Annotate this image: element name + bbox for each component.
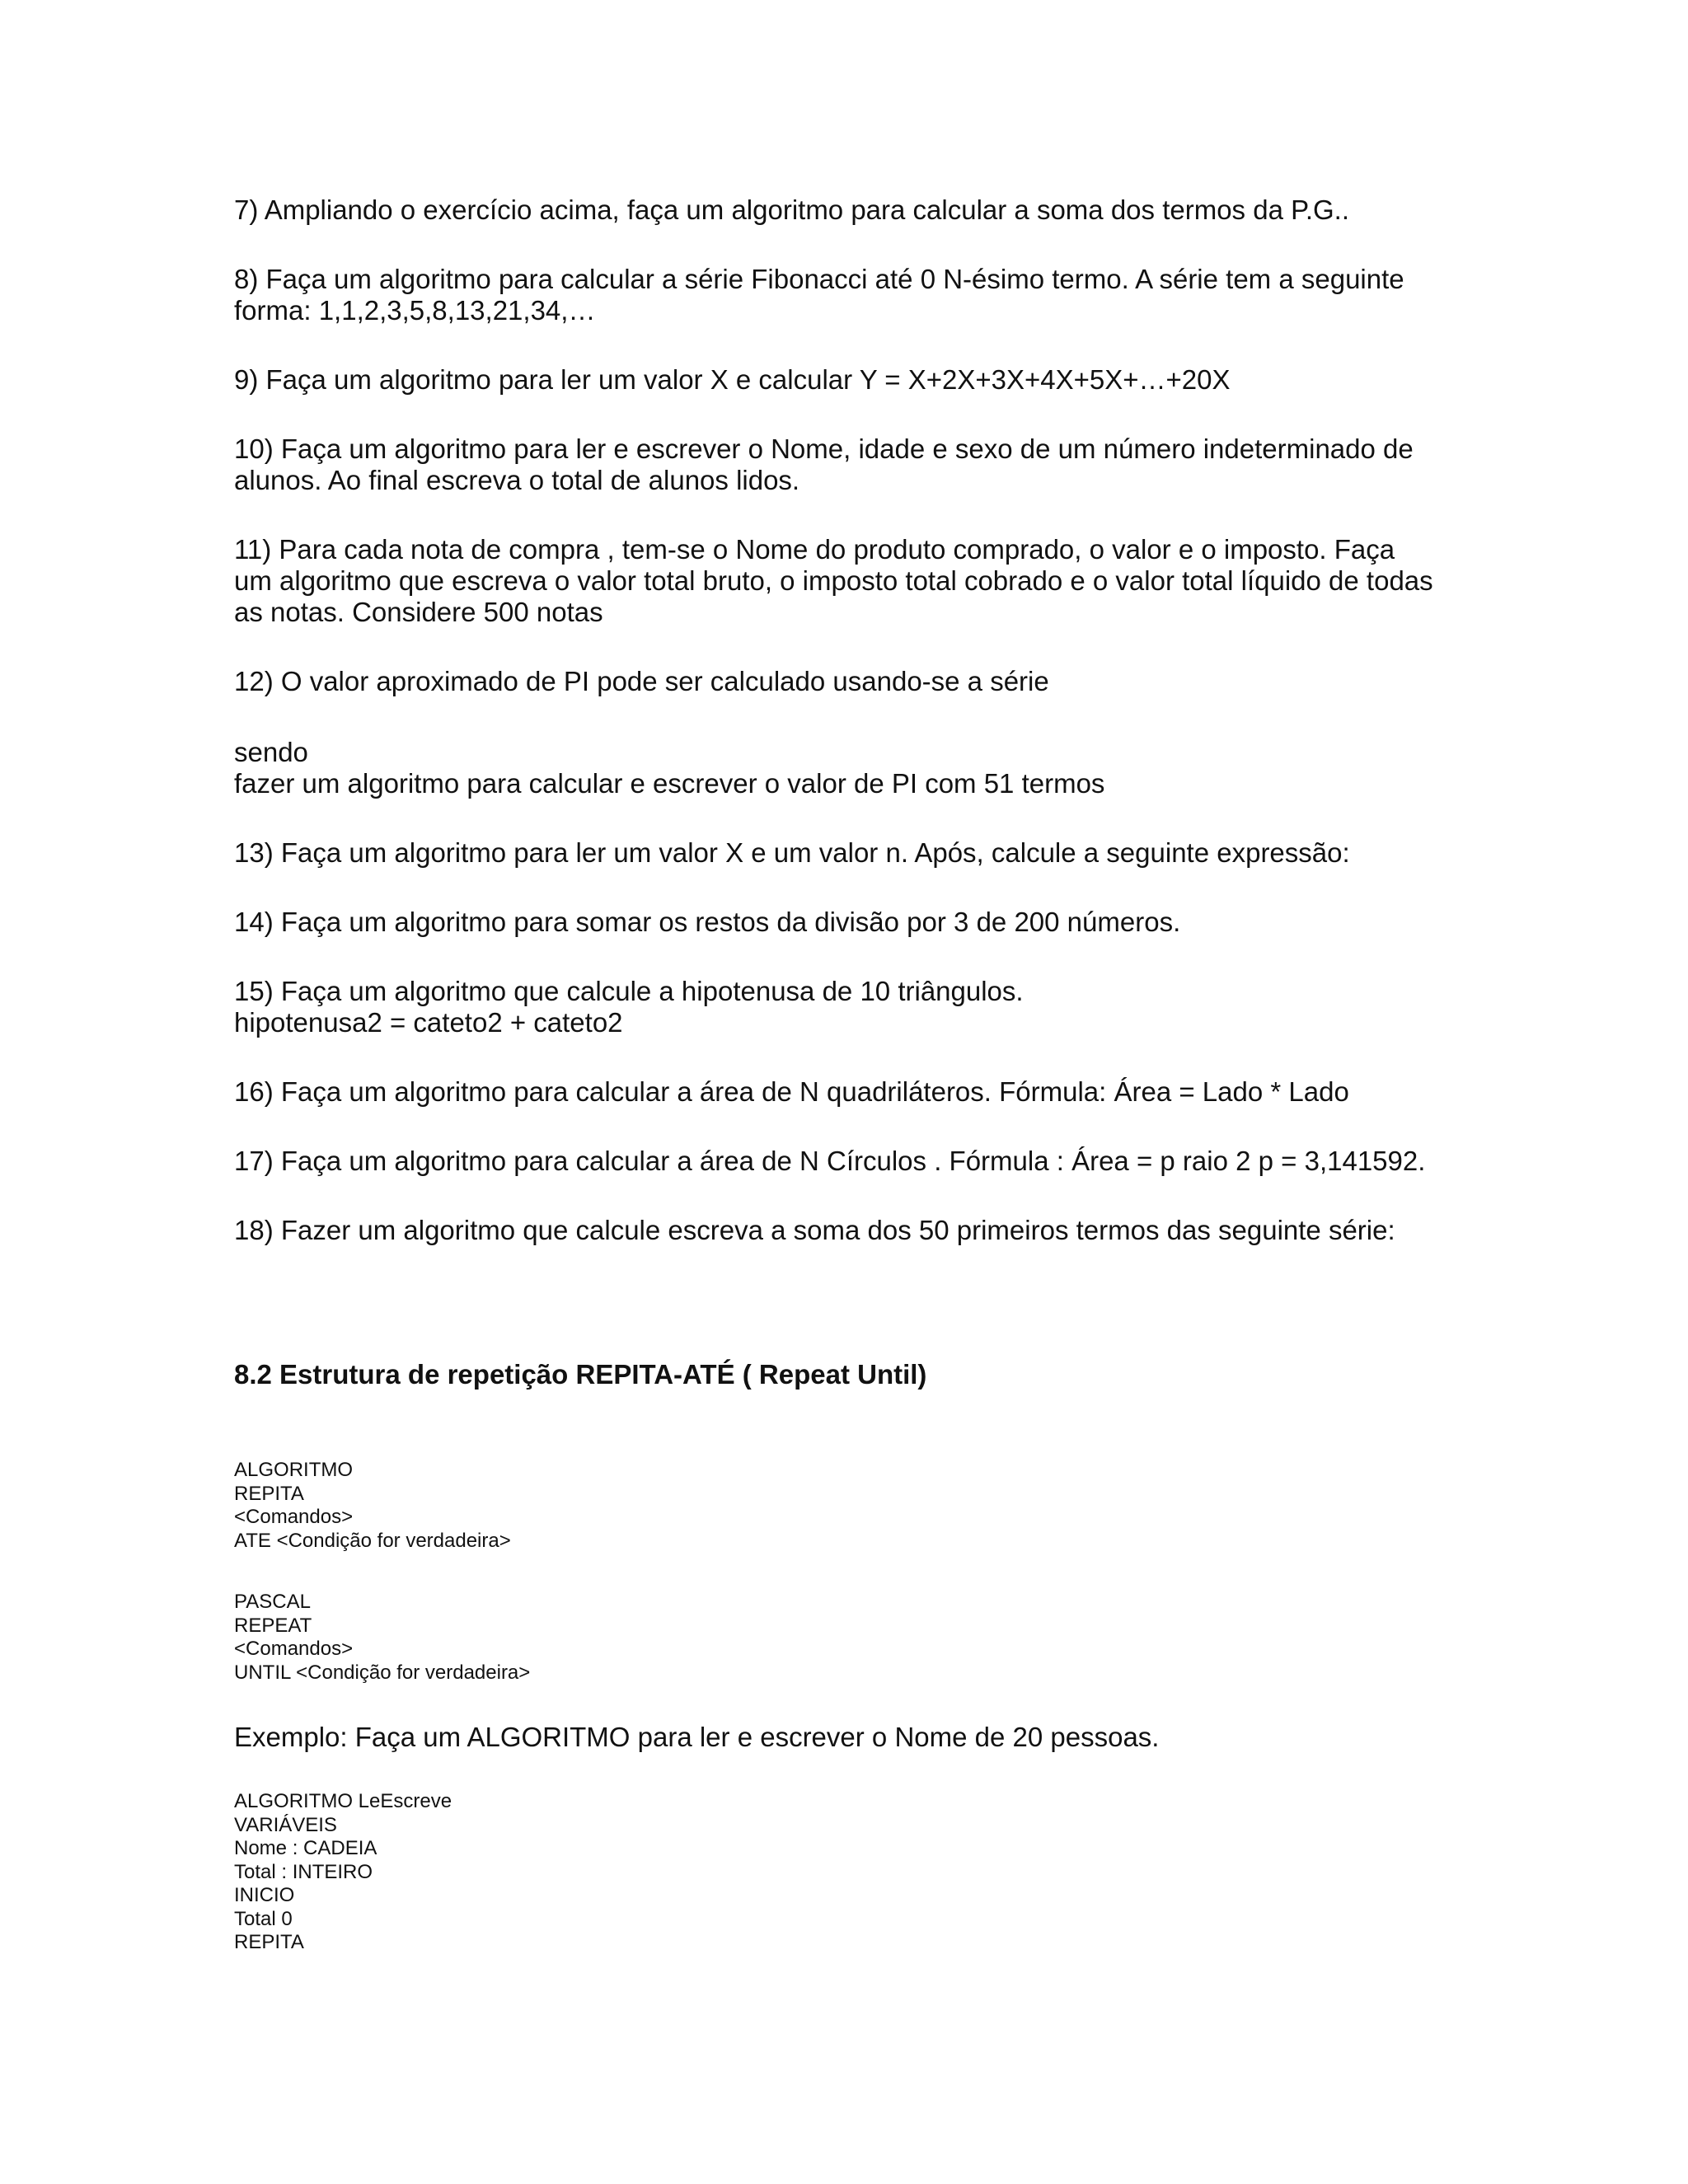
exercise-10: 10) Faça um algoritmo para ler e escrever o Nome, idade e sexo de um número indeterminado de alunos. Ao final escreva o total de alunos lidos. xyxy=(234,434,1414,495)
exercise-9: 9) Faça um algoritmo para ler um valor X e calcular Y = X+2X+3X+4X+5X+…+20X xyxy=(234,364,1231,395)
pascal-syntax-block xyxy=(234,1591,1470,1685)
code-line: <Comandos> xyxy=(234,1506,354,1528)
code-line: Total : INTEIRO xyxy=(234,1860,373,1883)
code-line: Total 0 xyxy=(234,1907,293,1930)
code-line: REPEAT xyxy=(234,1614,312,1637)
code-line: ALGORITMO xyxy=(234,1459,354,1481)
exercise-16: 16) Faça um algoritmo para calcular a área de N quadriláteros. Fórmula: Área = Lado * Lado xyxy=(234,1076,1349,1107)
exercise-8: 8) Faça um algoritmo para calcular a série Fibonacci até 0 N-ésimo termo. A série tem a seguinte forma: 1,1,2,3,5,8,13,21,34,… xyxy=(234,264,1404,326)
exercise-12: 12) O valor aproximado de PI pode ser calculado usando-se a série xyxy=(234,666,1049,696)
exercise-11: 11) Para cada nota de compra , tem-se o Nome do produto comprado, o valor e o imposto. Faça um algoritmo que escreva o valor total bruto, o imposto total cobrado e o valor total líquido de todas as notas. Considere 500 notas xyxy=(234,534,1433,627)
exercise-7: 7) Ampliando o exercício acima, faça um algoritmo para calcular a soma dos termos da P.G.. xyxy=(234,194,1350,225)
exercise-13: 13) Faça um algoritmo para ler um valor X e um valor n. Após, calcule a seguinte expressão: xyxy=(234,837,1350,868)
algoritmo-syntax-block xyxy=(234,1459,1470,1553)
code-line: REPITA xyxy=(234,1931,304,1953)
code-line: UNTIL <Condição for verdadeira> xyxy=(234,1661,531,1684)
example-statement: Exemplo: Faça um ALGORITMO para ler e escrever o Nome de 20 pessoas. xyxy=(234,1722,1160,1752)
code-line: VARIÁVEIS xyxy=(234,1813,337,1836)
code-line: Nome : CADEIA xyxy=(234,1837,377,1859)
code-line: PASCAL xyxy=(234,1591,311,1613)
section-heading: 8.2 Estrutura de repetição REPITA-ATÉ ( Repeat Until) xyxy=(234,1359,927,1390)
document-page xyxy=(234,194,1470,1955)
code-line: <Comandos> xyxy=(234,1638,354,1660)
exercise-15: 15) Faça um algoritmo que calcule a hipotenusa de 10 triângulos. hipotenusa2 = cateto2 + cateto2 xyxy=(234,976,1024,1038)
code-line: REPITA xyxy=(234,1482,304,1505)
exercise-18: 18) Fazer um algoritmo que calcule escreva a soma dos 50 primeiros termos das seguinte série: xyxy=(234,1215,1395,1245)
code-line: INICIO xyxy=(234,1884,295,1906)
exercise-12-continuation: sendo fazer um algoritmo para calcular e escrever o valor de PI com 51 termos xyxy=(234,737,1105,799)
exercise-17: 17) Faça um algoritmo para calcular a área de N Círculos . Fórmula : Área = p raio 2 p = 3,141592. xyxy=(234,1146,1426,1176)
code-line: ATE <Condição for verdadeira> xyxy=(234,1529,511,1552)
code-line: ALGORITMO LeEscreve xyxy=(234,1790,452,1812)
exercise-14: 14) Faça um algoritmo para somar os restos da divisão por 3 de 200 números. xyxy=(234,907,1181,937)
example-code-block xyxy=(234,1790,1470,1955)
